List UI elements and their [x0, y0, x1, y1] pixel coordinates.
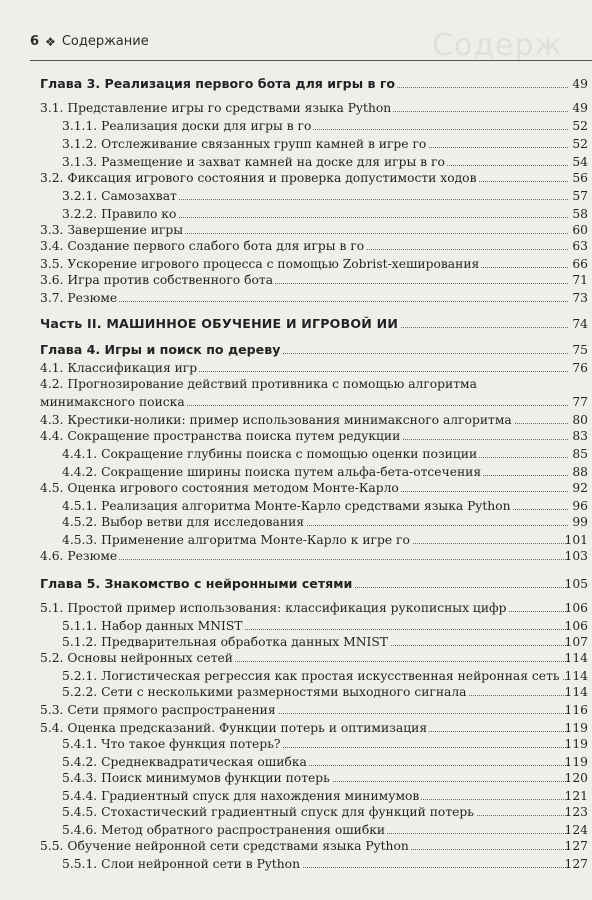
toc-page-number: 106: [564, 601, 588, 615]
toc-entry-row: [0, 597, 592, 615]
toc-entry-row: [0, 767, 592, 785]
toc-entry-title: 4.3. Крестики-нолики: пример использования минимаксного алгоритма: [40, 413, 512, 427]
toc-entry-row: [0, 133, 592, 151]
bleed-through-text: Содерж: [432, 28, 563, 63]
toc-entry-title: 3.2.1. Самозахват: [62, 189, 177, 203]
toc-entry-row: [0, 733, 592, 751]
toc-page-number: 106: [564, 619, 588, 633]
toc-page-number: 96: [572, 499, 588, 513]
toc-page-number: 105: [564, 577, 588, 591]
toc-page-number: 85: [572, 447, 588, 461]
toc-page-number: 57: [572, 189, 588, 203]
toc-entry-row: [0, 167, 592, 185]
toc-page-number: 83: [572, 429, 588, 443]
toc-entry-row: [0, 443, 592, 461]
toc-entry-title: 3.2.2. Правило ко: [62, 207, 177, 221]
toc-page-number: 127: [564, 839, 588, 853]
toc-entry-row: [0, 647, 592, 665]
toc-entry-title: Часть II. МАШИННОЕ ОБУЧЕНИЕ И ИГРОВОЙ ИИ: [40, 316, 399, 331]
toc-entry-title: 4.6. Резюме: [40, 549, 118, 563]
toc-entry-title: 5.1.2. Предварительная обработка данных MNIST: [62, 635, 388, 649]
toc-entry-title: 4.4.2. Сокращение ширины поиска путем альфа-бета-отсечения: [62, 465, 482, 479]
toc-page-number: 114: [564, 685, 588, 699]
toc-entry-title: 5.4. Оценка предсказаний. Функции потерь и оптимизация: [40, 721, 428, 735]
toc-entry-row: [0, 699, 592, 717]
toc-chapter-row: [0, 573, 592, 591]
toc-entry-row: [0, 391, 592, 409]
toc-entry-row: [0, 801, 592, 819]
toc-page-number: 101: [564, 533, 588, 547]
toc-entry-title: минимаксного поиска: [40, 395, 185, 409]
toc-entry-title: 5.4.2. Среднеквадратическая ошибка: [62, 755, 307, 769]
toc-entry-title: 5.2.2. Сети с несколькими размерностями выходного сигнала: [62, 685, 467, 699]
toc-page-number: 76: [572, 361, 588, 375]
toc-page-number: 49: [572, 101, 588, 115]
toc-entry-title: 5.5.1. Слои нейронной сети в Python: [62, 857, 300, 871]
toc-entry-title: 4.5.3. Применение алгоритма Монте-Карло к игре го: [62, 533, 410, 547]
toc-entry-row: [0, 511, 592, 529]
toc-page-number: 114: [564, 669, 588, 683]
toc-entry-title: 3.3. Завершение игры: [40, 223, 184, 237]
toc-entry-row: [0, 681, 592, 699]
toc-entry-title: 4.4.1. Сокращение глубины поиска с помощью оценки позиции: [62, 447, 478, 461]
toc-entry-title: 3.1. Представление игры го средствами языка Python: [40, 101, 392, 115]
toc-page-number: 107: [564, 635, 588, 649]
dot-leader: [40, 559, 568, 560]
toc-entry-row: [0, 115, 592, 133]
toc-entry-row: [0, 235, 592, 253]
toc-entry-row: [0, 477, 592, 495]
toc-page-number: 119: [564, 721, 588, 735]
toc-page-number: 52: [572, 119, 588, 133]
toc-page-number: 127: [564, 857, 588, 871]
toc-page-number: 119: [564, 755, 588, 769]
toc-part-row: [0, 313, 592, 331]
toc-page-number: 116: [564, 703, 588, 717]
toc-entry-title: 4.5.1. Реализация алгоритма Монте-Карло средствами языка Python: [62, 499, 511, 513]
toc-page-number: 54: [572, 155, 588, 169]
toc-entry-title: 5.5. Обучение нейронной сети средствами языка Python: [40, 839, 409, 853]
toc-page-number: 71: [572, 273, 588, 287]
toc-entry-row: [0, 545, 592, 563]
toc-entry-title: 3.1.2. Отслеживание связанных групп камней в игре го: [62, 137, 427, 151]
toc-entry-title: 5.4.3. Поиск минимумов функции потерь: [62, 771, 330, 785]
toc-entry-title: 5.1.1. Набор данных MNIST: [62, 619, 243, 633]
toc-entry-title: Глава 4. Игры и поиск по дереву: [40, 342, 281, 357]
dot-leader: [40, 301, 568, 302]
toc-page-number: 56: [572, 171, 588, 185]
toc-page-number: 99: [572, 515, 588, 529]
toc-page-number: 92: [572, 481, 588, 495]
toc-entry-row: [0, 287, 592, 305]
toc-page-number: 103: [564, 549, 588, 563]
toc-entry-title: 4.4. Сокращение пространства поиска путем редукции: [40, 429, 401, 443]
toc-entry-title: Глава 5. Знакомство с нейронными сетями: [40, 576, 353, 591]
toc-entry-row: [0, 185, 592, 203]
toc-page-number: 49: [572, 77, 588, 91]
toc-entry-row: [0, 835, 592, 853]
ornament-icon: ❖: [45, 34, 56, 49]
toc-page-number: 74: [572, 317, 588, 331]
toc-entry-title: 4.1. Классификация игр: [40, 361, 198, 375]
toc-page-number: 124: [564, 823, 588, 837]
toc-chapter-row: [0, 339, 592, 357]
toc-entry-title: 5.4.4. Градиентный спуск для нахождения минимумов: [62, 789, 420, 803]
toc-entry-row: [0, 97, 592, 115]
toc-entry-title: 4.5. Оценка игрового состояния методом Монте-Карло: [40, 481, 399, 495]
toc-page-number: 52: [572, 137, 588, 151]
toc-entry-title: 5.3. Сети прямого распространения: [40, 703, 276, 717]
toc-entry-title: 3.6. Игра против собственного бота: [40, 273, 274, 287]
toc-page-number: 75: [572, 343, 588, 357]
section-title: Содержание: [61, 34, 149, 49]
toc-page-number: 114: [564, 651, 588, 665]
toc-entry-title: 5.4.5. Стохастический градиентный спуск для функций потерь: [62, 805, 474, 819]
toc-entry-row: [0, 373, 592, 391]
toc-entry-title: 5.4.6. Метод обратного распространения ошибки: [62, 823, 386, 837]
toc-page-number: 60: [572, 223, 588, 237]
toc-entry-row: [0, 853, 592, 871]
toc-entry-title: 3.1.3. Размещение и захват камней на доске для игры в го: [62, 155, 445, 169]
toc-page-number: 58: [572, 207, 588, 221]
toc-entry-title: 5.2.1. Логистическая регрессия как простая искусственная нейронная сеть: [62, 669, 560, 683]
toc-page-number: 73: [572, 291, 588, 305]
toc-entry-title: 5.1. Простой пример использования: классификация рукописных цифр: [40, 601, 507, 615]
toc-chapter-row: [0, 73, 592, 91]
toc-entry-row: [0, 425, 592, 443]
toc-entry-title: 3.5. Ускорение игрового процесса с помощью Zobrist-хеширования: [40, 257, 480, 271]
page-number: 6: [30, 34, 40, 49]
toc-entry-title: Глава 3. Реализация первого бота для игры в го: [40, 76, 396, 91]
toc-entry-title: 4.5.2. Выбор ветви для исследования: [62, 515, 305, 529]
toc-page-number: 119: [564, 737, 588, 751]
toc-entry-title: 3.2. Фиксация игрового состояния и проверка допустимости ходов: [40, 171, 477, 185]
toc-entry-title: 4.2. Прогнозирование действий противника с помощью алгоритма: [40, 377, 477, 391]
toc-page-number: 80: [572, 413, 588, 427]
toc-entry-title: 3.1.1. Реализация доски для игры в го: [62, 119, 312, 133]
toc-page-number: 63: [572, 239, 588, 253]
toc-page-number: 120: [564, 771, 588, 785]
toc-entry-title: 3.7. Резюме: [40, 291, 118, 305]
toc-page-number: 121: [564, 789, 588, 803]
toc-page-number: 123: [564, 805, 588, 819]
toc-entry-row: [0, 269, 592, 287]
toc-page-number: 77: [572, 395, 588, 409]
toc-entry-title: 5.2. Основы нейронных сетей: [40, 651, 233, 665]
toc-entry-title: 5.4.1. Что такое функция потерь?: [62, 737, 281, 751]
toc-entry-title: 3.4. Создание первого слабого бота для игры в го: [40, 239, 365, 253]
toc-page-number: 88: [572, 465, 588, 479]
toc-page-number: 66: [572, 257, 588, 271]
